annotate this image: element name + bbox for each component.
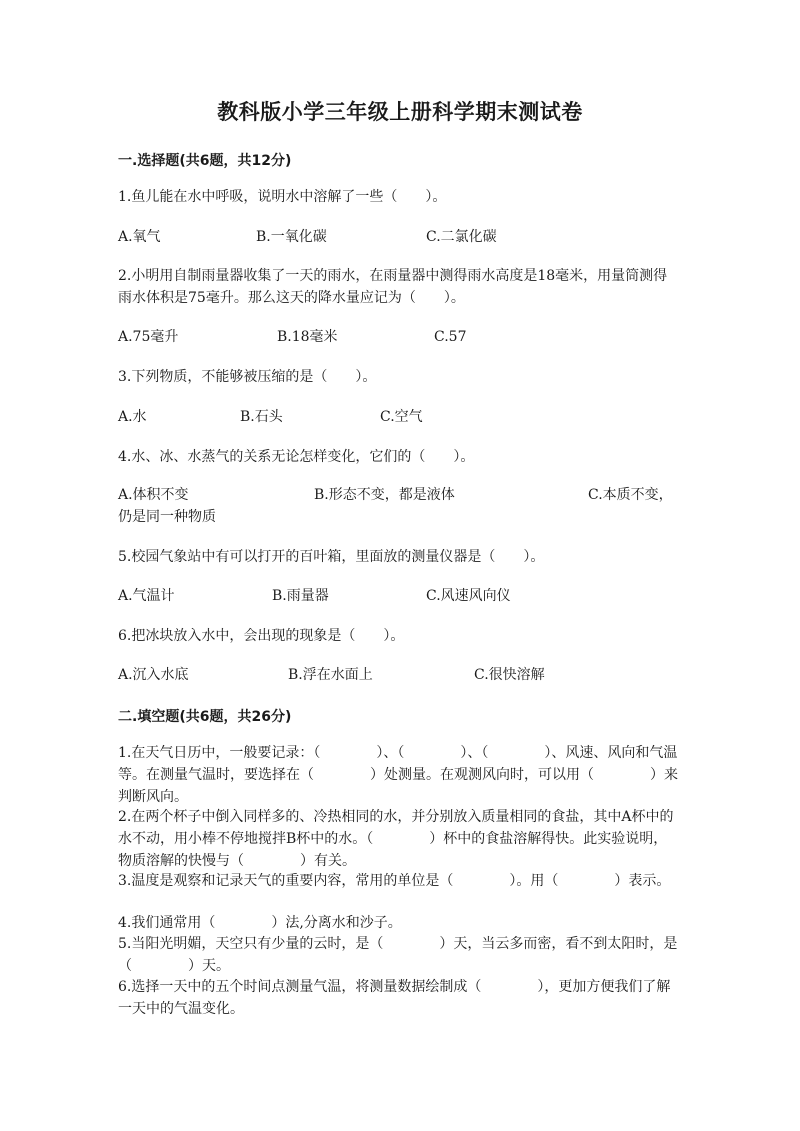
- question-6: 6.把冰块放入水中，会出现的现象是（ ）。: [118, 628, 405, 644]
- option-c: C.二氯化碳: [426, 229, 497, 245]
- option-c: C.空气: [380, 409, 423, 425]
- fill-question-3: 3.温度是观察和记录天气的重要内容，常用的单位是（ ）。用（ ）表示。: [118, 873, 671, 889]
- option-c: C.本质不变，仍是同一种物质: [118, 487, 673, 525]
- option-b: B.一氧化碳: [256, 229, 327, 245]
- option-b: B.浮在水面上: [288, 667, 373, 683]
- question-1: 1.鱼儿能在水中呼吸，说明水中溶解了一些（ ）。: [118, 189, 447, 205]
- section-heading-choice: 一.选择题(共6题，共12分): [118, 153, 292, 169]
- question-5: 5.校园气象站中有可以打开的百叶箱，里面放的测量仪器是（ ）。: [118, 549, 545, 565]
- question-3: 3.下列物质，不能够被压缩的是（ ）。: [118, 369, 377, 385]
- fill-question-5: 5.当阳光明媚，天空只有少量的云时，是（ ）天，当云多而密，看不到太阳时，是（ ）天。: [118, 936, 678, 974]
- page-title: 教科版小学三年级上册科学期末测试卷: [217, 100, 583, 124]
- fill-question-1: 1.在天气日历中，一般要记录：（ ）、（ ）、（ ）、风速、风向和气温等。在测量气温时，要选择在（ ）处测量。在观测风向时，可以用（ ）来判断风向。: [118, 745, 678, 805]
- option-b: B.18毫米: [277, 329, 338, 345]
- options-row: [118, 664, 678, 686]
- option-a: A.气温计: [118, 588, 175, 604]
- section-heading-fill: 二.填空题(共6题，共26分): [118, 709, 292, 725]
- fill-question-4: 4.我们通常用（ ）法,分离水和沙子。: [118, 915, 402, 931]
- fill-question-2: 2.在两个杯子中倒入同样多的、冷热相同的水，并分别放入质量相同的食盐，其中A杯中的水不动，用小棒不停地搅拌B杯中的水。（ ）杯中的食盐溶解得快。此实验说明，物质溶解的快慢与（ ）有关。: [118, 809, 674, 869]
- options-row: [118, 226, 678, 248]
- options-row: [118, 326, 678, 348]
- option-a: A.氧气: [118, 229, 161, 245]
- option-a: A.75毫升: [118, 329, 179, 345]
- options-row: [118, 585, 678, 607]
- option-c: C.很快溶解: [474, 667, 545, 683]
- option-a: A.体积不变: [118, 487, 189, 503]
- question-2: 2.小明用自制雨量器收集了一天的雨水，在雨量器中测得雨水高度是18毫米，用量筒测得雨水体积是75毫升。那么这天的降水量应记为（ ）。: [118, 268, 668, 306]
- options-row: [118, 406, 678, 428]
- option-b: B.雨量器: [272, 588, 329, 604]
- fill-question-6: 6.选择一天中的五个时间点测量气温，将测量数据绘制成（ ），更加方便我们了解一天中的气温变化。: [118, 979, 671, 1017]
- option-b: B.形态不变，都是液体: [314, 487, 455, 503]
- option-a: A.沉入水底: [118, 667, 189, 683]
- option-c: C.风速风向仪: [426, 588, 511, 604]
- question-4: 4.水、冰、水蒸气的关系无论怎样变化，它们的（ ）。: [118, 449, 475, 465]
- option-c: C.57: [434, 329, 467, 345]
- option-a: A.水: [118, 409, 147, 425]
- option-b: B.石头: [240, 409, 283, 425]
